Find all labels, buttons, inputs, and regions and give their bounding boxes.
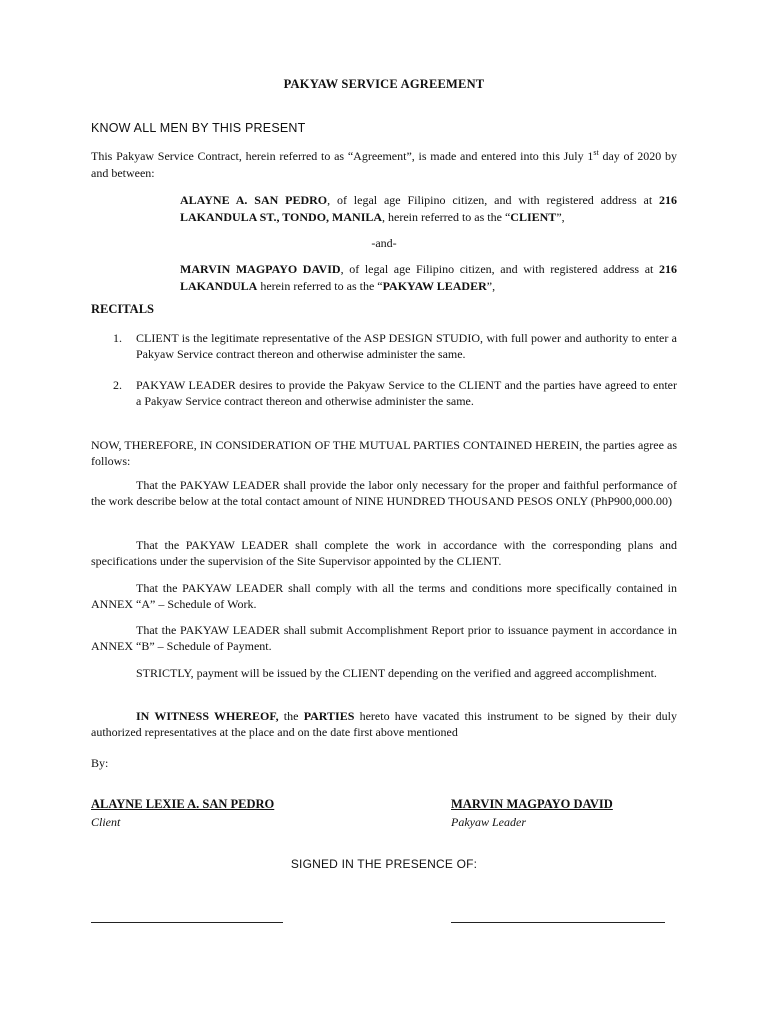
- document-title: PAKYAW SERVICE AGREEMENT: [283, 77, 485, 91]
- recital-number: 1.: [113, 331, 122, 345]
- signatory-leader-role: Pakyaw Leader: [451, 815, 526, 829]
- recital-item-1: [113, 330, 677, 364]
- intro-line-1: This Pakyaw Service Contract, herein referred to as “Agreement”, is made and entered into this July 1: [91, 149, 594, 163]
- witness-lead: IN WITNESS WHEREOF,: [136, 709, 279, 723]
- intro-paragraph: [91, 148, 677, 182]
- clause-text: STRICTLY, payment will be issued by the CLIENT depending on the verified and aggreed accomplishment.: [136, 666, 657, 680]
- party-leader-address: 216 LAKANDULA: [180, 262, 678, 293]
- party-client-text-2: , herein referred to as the “: [382, 210, 511, 224]
- party-leader-name: MARVIN MAGPAYO DAVID: [180, 262, 341, 276]
- party-leader-text-1: , of legal age Filipino citizen, and with registered address at: [340, 262, 660, 276]
- recital-item-2: [113, 377, 677, 411]
- clause-text: That the PAKYAW LEADER shall submit Accomplishment Report prior to issuance payment in accordance in ANNEX “B” – Schedule of Payment.: [91, 623, 677, 653]
- clause-4: [91, 622, 677, 654]
- signed-presence-heading: SIGNED IN THE PRESENCE OF:: [290, 857, 478, 871]
- witness-signature-line-right: [451, 922, 665, 923]
- recital-number: 2.: [113, 378, 122, 392]
- witness-paragraph: [91, 708, 677, 740]
- clause-text: That the PAKYAW LEADER shall comply with all the terms and conditions more specifically contained in ANNEX “A” – Schedule of Work.: [91, 581, 677, 611]
- by-label: By:: [91, 756, 109, 770]
- signatory-client-role: Client: [91, 815, 121, 829]
- intro-superscript: st: [593, 148, 599, 157]
- signatory-leader-name: MARVIN MAGPAYO DAVID: [451, 797, 613, 811]
- party-client-paragraph: [180, 192, 677, 226]
- party-leader-paragraph: [180, 261, 677, 295]
- witness-text-rest: hereto have vacated this instrument to be signed by their duly authorized representatives at the place and on the date first above mentioned: [91, 709, 677, 739]
- recital-text: PAKYAW LEADER desires to provide the Pakyaw Service to the CLIENT and the parties have agreed to enter a Pakyaw Service contract thereon and otherwise administer the same.: [136, 378, 677, 408]
- party-client-name: ALAYNE A. SAN PEDRO: [180, 193, 328, 207]
- now-therefore-paragraph: NOW, THEREFORE, IN CONSIDERATION OF THE MUTUAL PARTIES CONTAINED HEREIN, the parties agree as follows:: [91, 438, 677, 468]
- recital-text: CLIENT is the legitimate representative of the ASP DESIGN STUDIO, with full power and authority to enter a Pakyaw Service contract thereon and otherwise administer the same.: [136, 331, 677, 361]
- and-separator: -and-: [371, 236, 397, 250]
- party-leader-text-3: ”,: [486, 279, 496, 293]
- witness-parties: PARTIES: [303, 709, 355, 723]
- party-client-address: 216 LAKANDULA ST., TONDO, MANILA: [180, 193, 678, 224]
- clause-1: [91, 477, 677, 509]
- party-leader-text-2: herein referred to as the “: [257, 279, 383, 293]
- party-client-role: CLIENT: [510, 210, 557, 224]
- clause-5: [91, 665, 677, 681]
- party-leader-role: PAKYAW LEADER: [382, 279, 487, 293]
- witness-signature-line-left: [91, 922, 283, 923]
- clause-text: That the PAKYAW LEADER shall provide the labor only necessary for the proper and faithful performance of the work describe below at the total contact amount of NINE HUNDRED THOUSAND PESOS ONLY (PhP900,000.00): [91, 478, 677, 508]
- party-client-text-1: , of legal age Filipino citizen, and with registered address at: [327, 193, 653, 207]
- clause-text: That the PAKYAW LEADER shall complete the work in accordance with the corresponding plans and specifications under the supervision of the Site Supervisor appointed by the CLIENT.: [91, 538, 677, 568]
- recitals-heading: RECITALS: [91, 302, 154, 316]
- clause-2: [91, 537, 677, 569]
- intro-line-2: day of 2020 by and between:: [91, 149, 678, 180]
- signatory-client-name: ALAYNE LEXIE A. SAN PEDRO: [91, 797, 275, 811]
- know-all-men-line: KNOW ALL MEN BY THIS PRESENT: [91, 121, 306, 135]
- clause-3: [91, 580, 677, 612]
- witness-text-mid: the: [278, 709, 304, 723]
- party-client-text-3: ”,: [556, 210, 565, 224]
